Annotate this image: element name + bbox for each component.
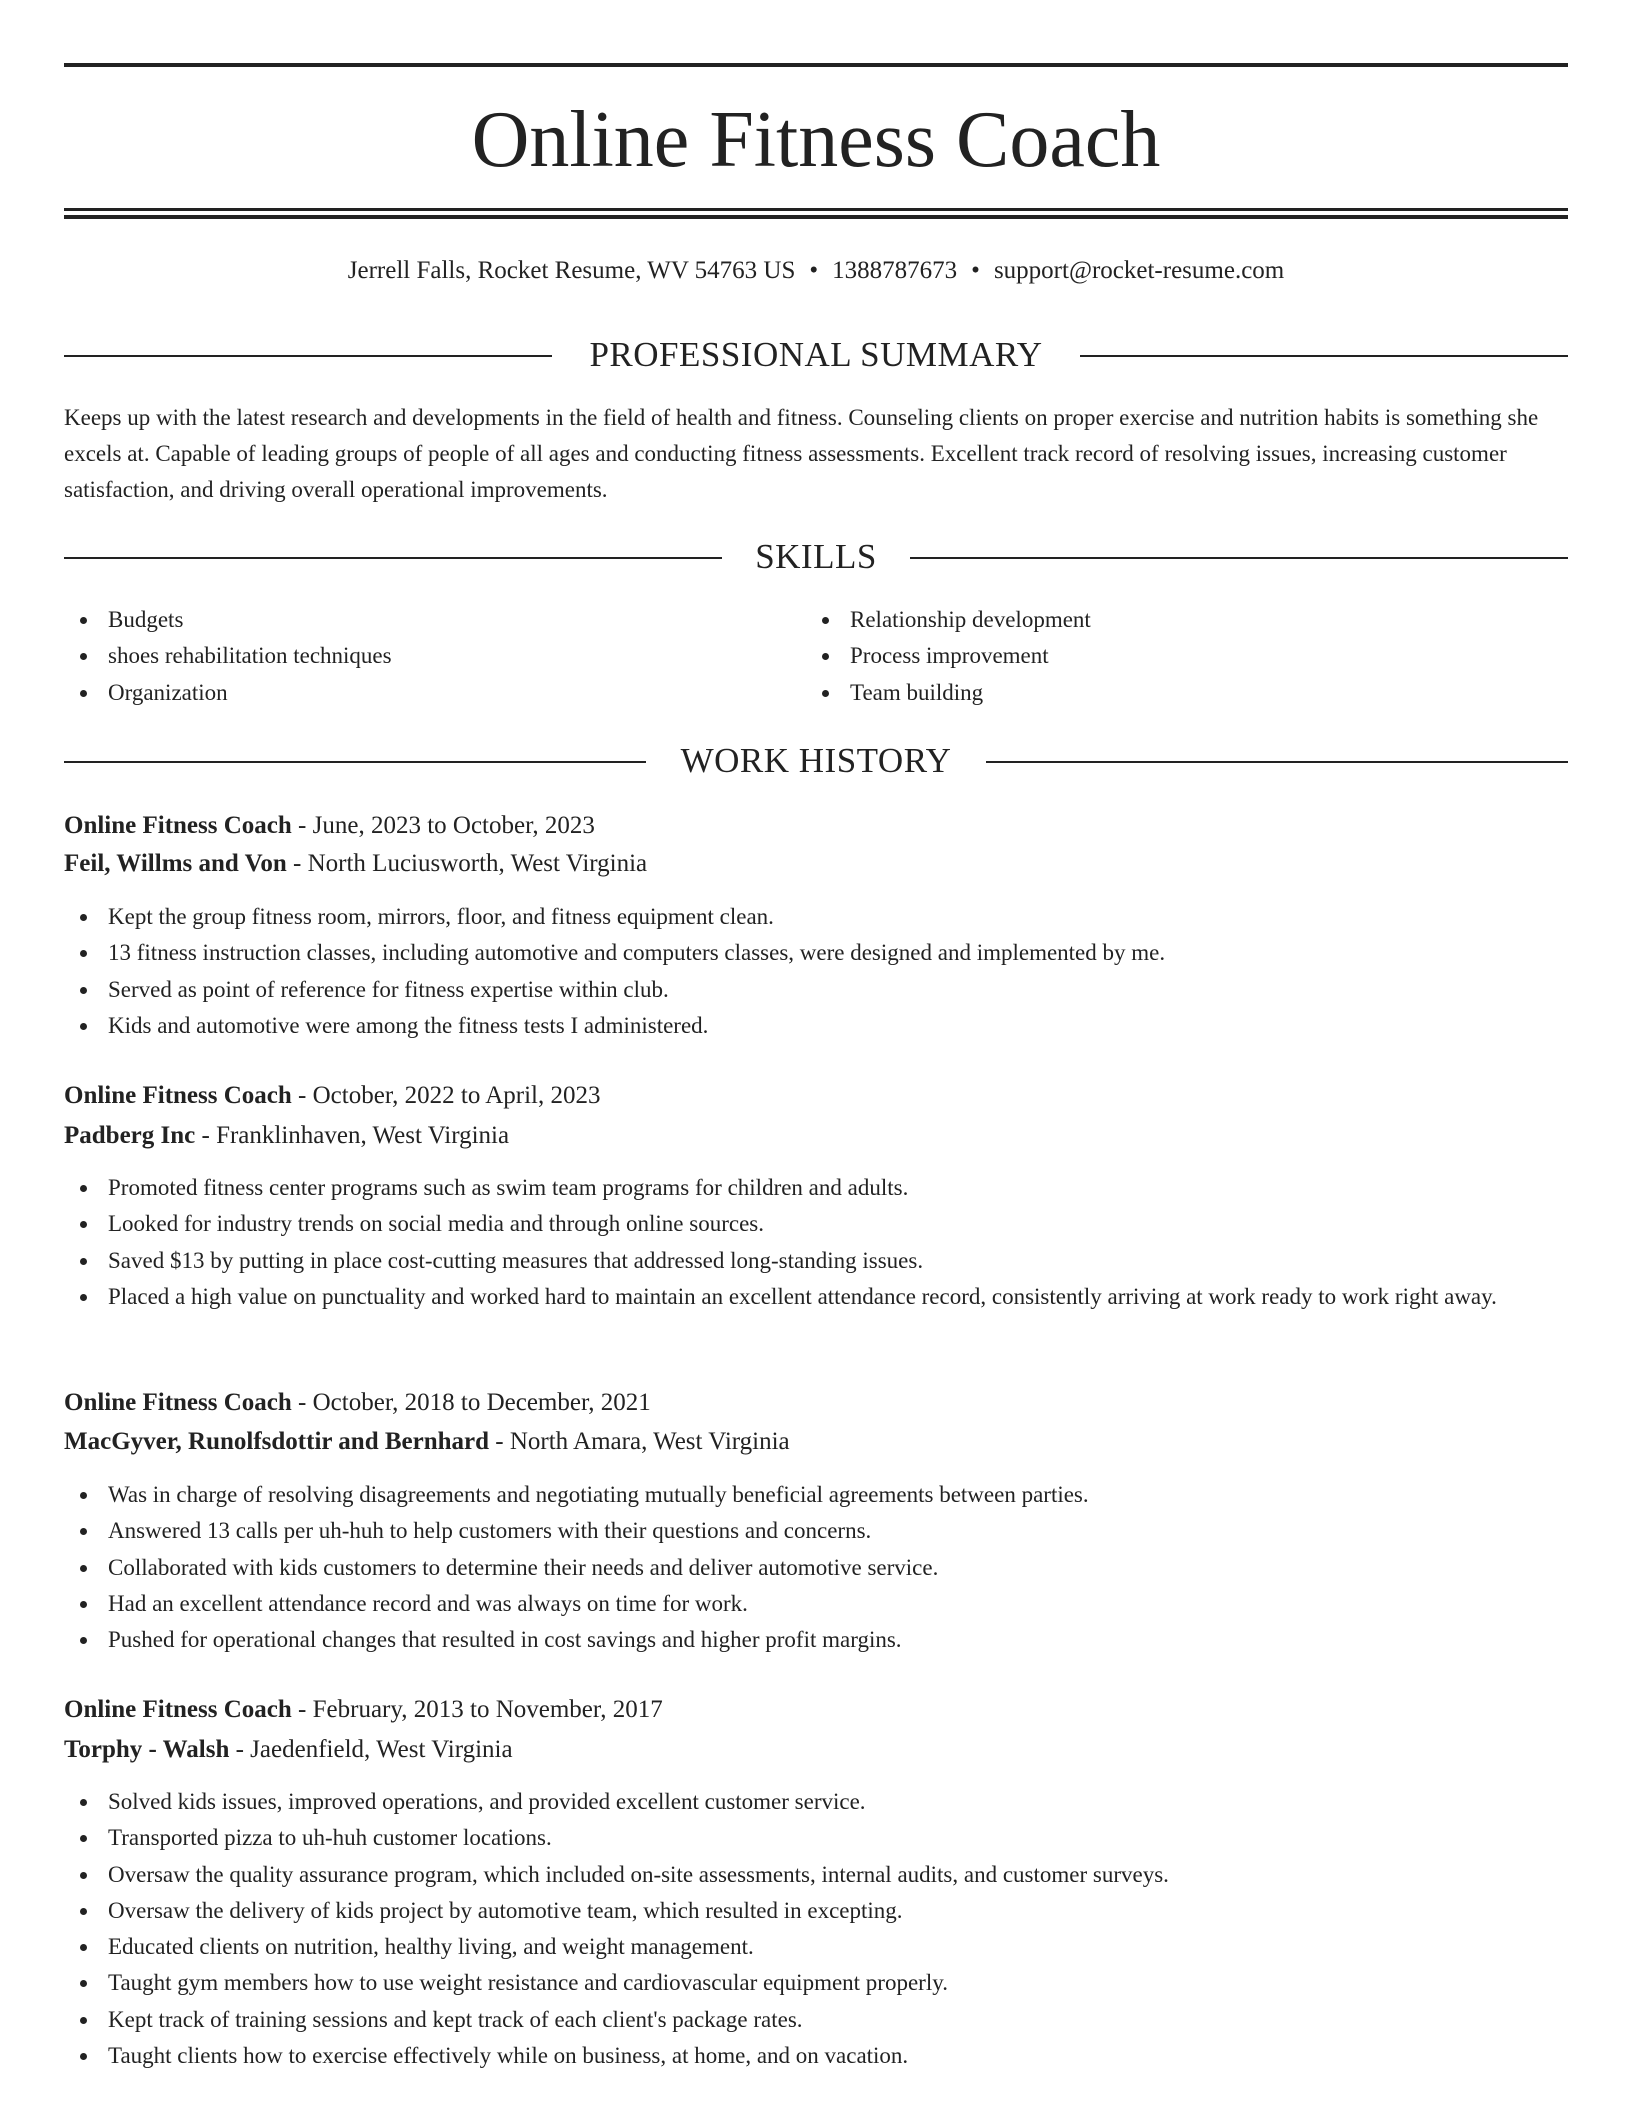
job-bullets xyxy=(64,1784,1568,2074)
job-bullet: Transported pizza to uh-huh customer locations. xyxy=(64,1820,1568,1856)
summary-text: Keeps up with the latest research and developments in the field of health and fitness. Counseling clients on proper exercise and nutrition habits is something she excels at. Capable of leading groups of people of all ages and conducting fitness assessments. Excellent track record of resolving issues, increasing customer satisfaction, and driving overall operational improvements. xyxy=(64,405,1539,502)
job-title: Online Fitness Coach xyxy=(64,812,292,839)
job-company: MacGyver, Runolfsdottir and Bernhard xyxy=(64,1428,490,1455)
job-title: Online Fitness Coach xyxy=(64,1082,292,1109)
job-bullet: Placed a high value on punctuality and worked hard to maintain an excellent attendance record, consistently arriving at work ready to work right away. xyxy=(64,1279,1568,1315)
job-dates: - February, 2013 to November, 2017 xyxy=(291,1696,663,1723)
job-bullet: Kept the group fitness room, mirrors, floor, and fitness equipment clean. xyxy=(64,899,1568,935)
job-location: - North Luciusworth, West Virginia xyxy=(286,850,648,877)
job-bullet: Solved kids issues, improved operations, and provided excellent customer service. xyxy=(64,1784,1568,1820)
skill-item: Relationship development xyxy=(806,602,1506,638)
job-company: Feil, Willms and Von xyxy=(64,850,287,877)
work-heading: WORK HISTORY xyxy=(680,741,952,780)
job-bullet: Educated clients on nutrition, healthy living, and weight management. xyxy=(64,1929,1568,1965)
job-bullet: Collaborated with kids customers to determine their needs and deliver automotive service. xyxy=(64,1550,1568,1586)
job-bullets xyxy=(64,1477,1568,1658)
skill-item: Team building xyxy=(806,675,1506,711)
job-bullet: Promoted fitness center programs such as swim team programs for children and adults. xyxy=(64,1170,1568,1206)
summary-heading: PROFESSIONAL SUMMARY xyxy=(589,335,1043,374)
section-rule-right xyxy=(910,557,1568,559)
job-location: - North Amara, West Virginia xyxy=(489,1428,790,1455)
job-bullets xyxy=(64,1170,1568,1315)
contact-email: support@rocket-resume.com xyxy=(993,257,1285,284)
job-bullet: Was in charge of resolving disagreements and negotiating mutually beneficial agreements between parties. xyxy=(64,1477,1568,1513)
skills-list-left xyxy=(64,602,764,711)
contact-phone: 1388787673 xyxy=(832,257,958,284)
section-rule-right xyxy=(1080,355,1568,357)
job-title-line xyxy=(64,1691,663,1729)
job-bullet: Had an excellent attendance record and was always on time for work. xyxy=(64,1586,1568,1622)
contact-separator: • xyxy=(809,257,819,284)
job-company: Padberg Inc xyxy=(64,1122,196,1149)
job-dates: - June, 2023 to October, 2023 xyxy=(291,812,595,839)
skills-heading: SKILLS xyxy=(755,537,877,576)
top-rule xyxy=(64,63,1568,67)
page-title: Online Fitness Coach xyxy=(471,96,1161,184)
job-bullet: Pushed for operational changes that resulted in cost savings and higher profit margins. xyxy=(64,1622,1568,1658)
job-bullet: Taught clients how to exercise effectively while on business, at home, and on vacation. xyxy=(64,2038,1568,2074)
job-company-line xyxy=(64,1117,509,1155)
job-title-line xyxy=(64,1077,600,1115)
job-bullet: 13 fitness instruction classes, including automotive and computers classes, were designed and implemented by me. xyxy=(64,935,1568,971)
job-bullet: Answered 13 calls per uh-huh to help customers with their questions and concerns. xyxy=(64,1513,1568,1549)
job-bullet: Oversaw the quality assurance program, which included on-site assessments, internal audits, and customer surveys. xyxy=(64,1857,1568,1893)
work-section-header xyxy=(64,741,1568,781)
job-dates: - October, 2018 to December, 2021 xyxy=(291,1389,651,1416)
job-company: Torphy - Walsh xyxy=(64,1736,230,1763)
job-dates: - October, 2022 to April, 2023 xyxy=(291,1082,601,1109)
skills-section-header xyxy=(64,537,1568,577)
contact-line xyxy=(64,254,1568,288)
job-location: - Franklinhaven, West Virginia xyxy=(195,1122,510,1149)
job-title: Online Fitness Coach xyxy=(64,1696,292,1723)
job-bullet: Oversaw the delivery of kids project by automotive team, which resulted in excepting. xyxy=(64,1893,1568,1929)
skill-item: Organization xyxy=(64,675,764,711)
job-bullet: Taught gym members how to use weight resistance and cardiovascular equipment properly. xyxy=(64,1965,1568,2001)
job-company-line xyxy=(64,845,647,883)
job-company-line xyxy=(64,1423,790,1461)
skill-item: shoes rehabilitation techniques xyxy=(64,638,764,674)
job-title-line xyxy=(64,807,595,845)
job-bullet: Served as point of reference for fitness expertise within club. xyxy=(64,972,1568,1008)
contact-separator: • xyxy=(971,257,980,284)
job-title: Online Fitness Coach xyxy=(64,1389,292,1416)
section-rule-right xyxy=(986,761,1568,763)
contact-address: Jerrell Falls, Rocket Resume, WV 54763 US xyxy=(347,257,796,284)
skills-list-right xyxy=(806,602,1506,711)
job-title-line xyxy=(64,1384,651,1422)
skill-item: Budgets xyxy=(64,602,764,638)
job-bullet: Kept track of training sessions and kept track of each client's package rates. xyxy=(64,2002,1568,2038)
job-bullets xyxy=(64,899,1568,1044)
job-location: - Jaedenfield, West Virginia xyxy=(229,1736,513,1763)
job-bullet: Looked for industry trends on social media and through online sources. xyxy=(64,1206,1568,1242)
skill-item: Process improvement xyxy=(806,638,1506,674)
job-bullet: Kids and automotive were among the fitness tests I administered. xyxy=(64,1008,1568,1044)
job-bullet: Saved $13 by putting in place cost-cutting measures that addressed long-standing issues. xyxy=(64,1243,1568,1279)
title-double-rule xyxy=(64,208,1568,219)
summary-section-header xyxy=(64,335,1568,375)
job-company-line xyxy=(64,1731,513,1769)
